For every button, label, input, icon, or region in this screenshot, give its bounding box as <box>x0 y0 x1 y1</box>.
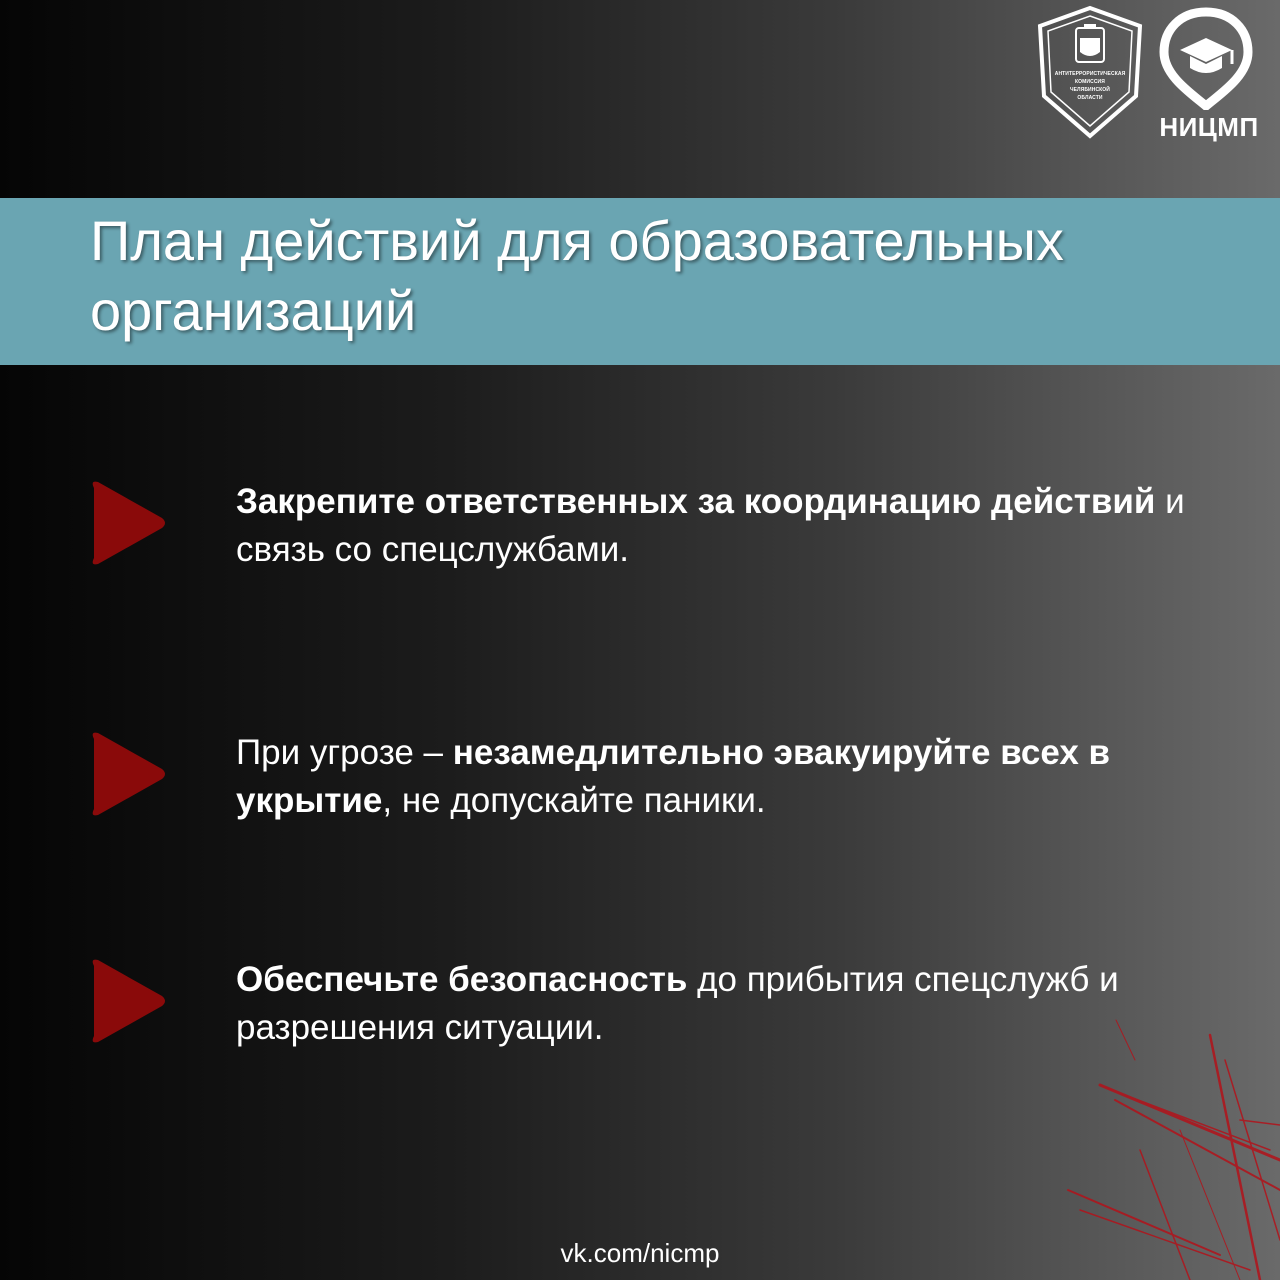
action-text-regular: При угрозе – <box>236 733 453 772</box>
action-item <box>0 956 1280 1066</box>
brand-name: НИЦМП <box>1159 112 1259 142</box>
play-arrow-icon <box>88 956 168 1046</box>
footer-link[interactable]: vk.com/nicmp <box>560 1238 720 1268</box>
shield-caption-line: КОМИССИЯ <box>1075 79 1105 85</box>
action-item <box>0 478 1280 588</box>
action-item-text <box>236 956 1226 1052</box>
action-text-bold: Закрепите ответственных за координацию действий <box>236 482 1156 521</box>
play-arrow-icon <box>88 478 168 568</box>
shield-caption-line: АНТИТЕРРОРИСТИЧЕСКАЯ <box>1054 71 1126 77</box>
shield-caption-line: ОБЛАСТИ <box>1077 95 1103 101</box>
page-title: План действий для образовательных организаций <box>90 209 1064 342</box>
action-item <box>0 729 1280 839</box>
action-text-regular: , не допускайте паники. <box>382 781 766 820</box>
action-text-bold: Обеспечьте безопасность <box>236 960 688 999</box>
graduation-cap-pin-icon <box>1156 6 1256 110</box>
shield-caption-line: ЧЕЛЯБИНСКОЙ <box>1070 87 1110 93</box>
nicmp-logo <box>1156 6 1256 106</box>
action-item-text <box>236 478 1226 574</box>
action-item-text <box>236 729 1226 825</box>
antiterror-commission-logo <box>1036 4 1144 140</box>
shield-caption <box>1046 70 1134 102</box>
logos-group <box>1036 4 1276 144</box>
action-text-regular: до прибытия спецслужб и разрешения ситуации. <box>236 960 1119 1047</box>
action-text-bold: незамедлительно эвакуируйте всех в укрытие <box>236 733 1111 820</box>
action-text-regular: и связь со спецслужбами. <box>236 482 1185 569</box>
play-arrow-icon <box>88 729 168 819</box>
